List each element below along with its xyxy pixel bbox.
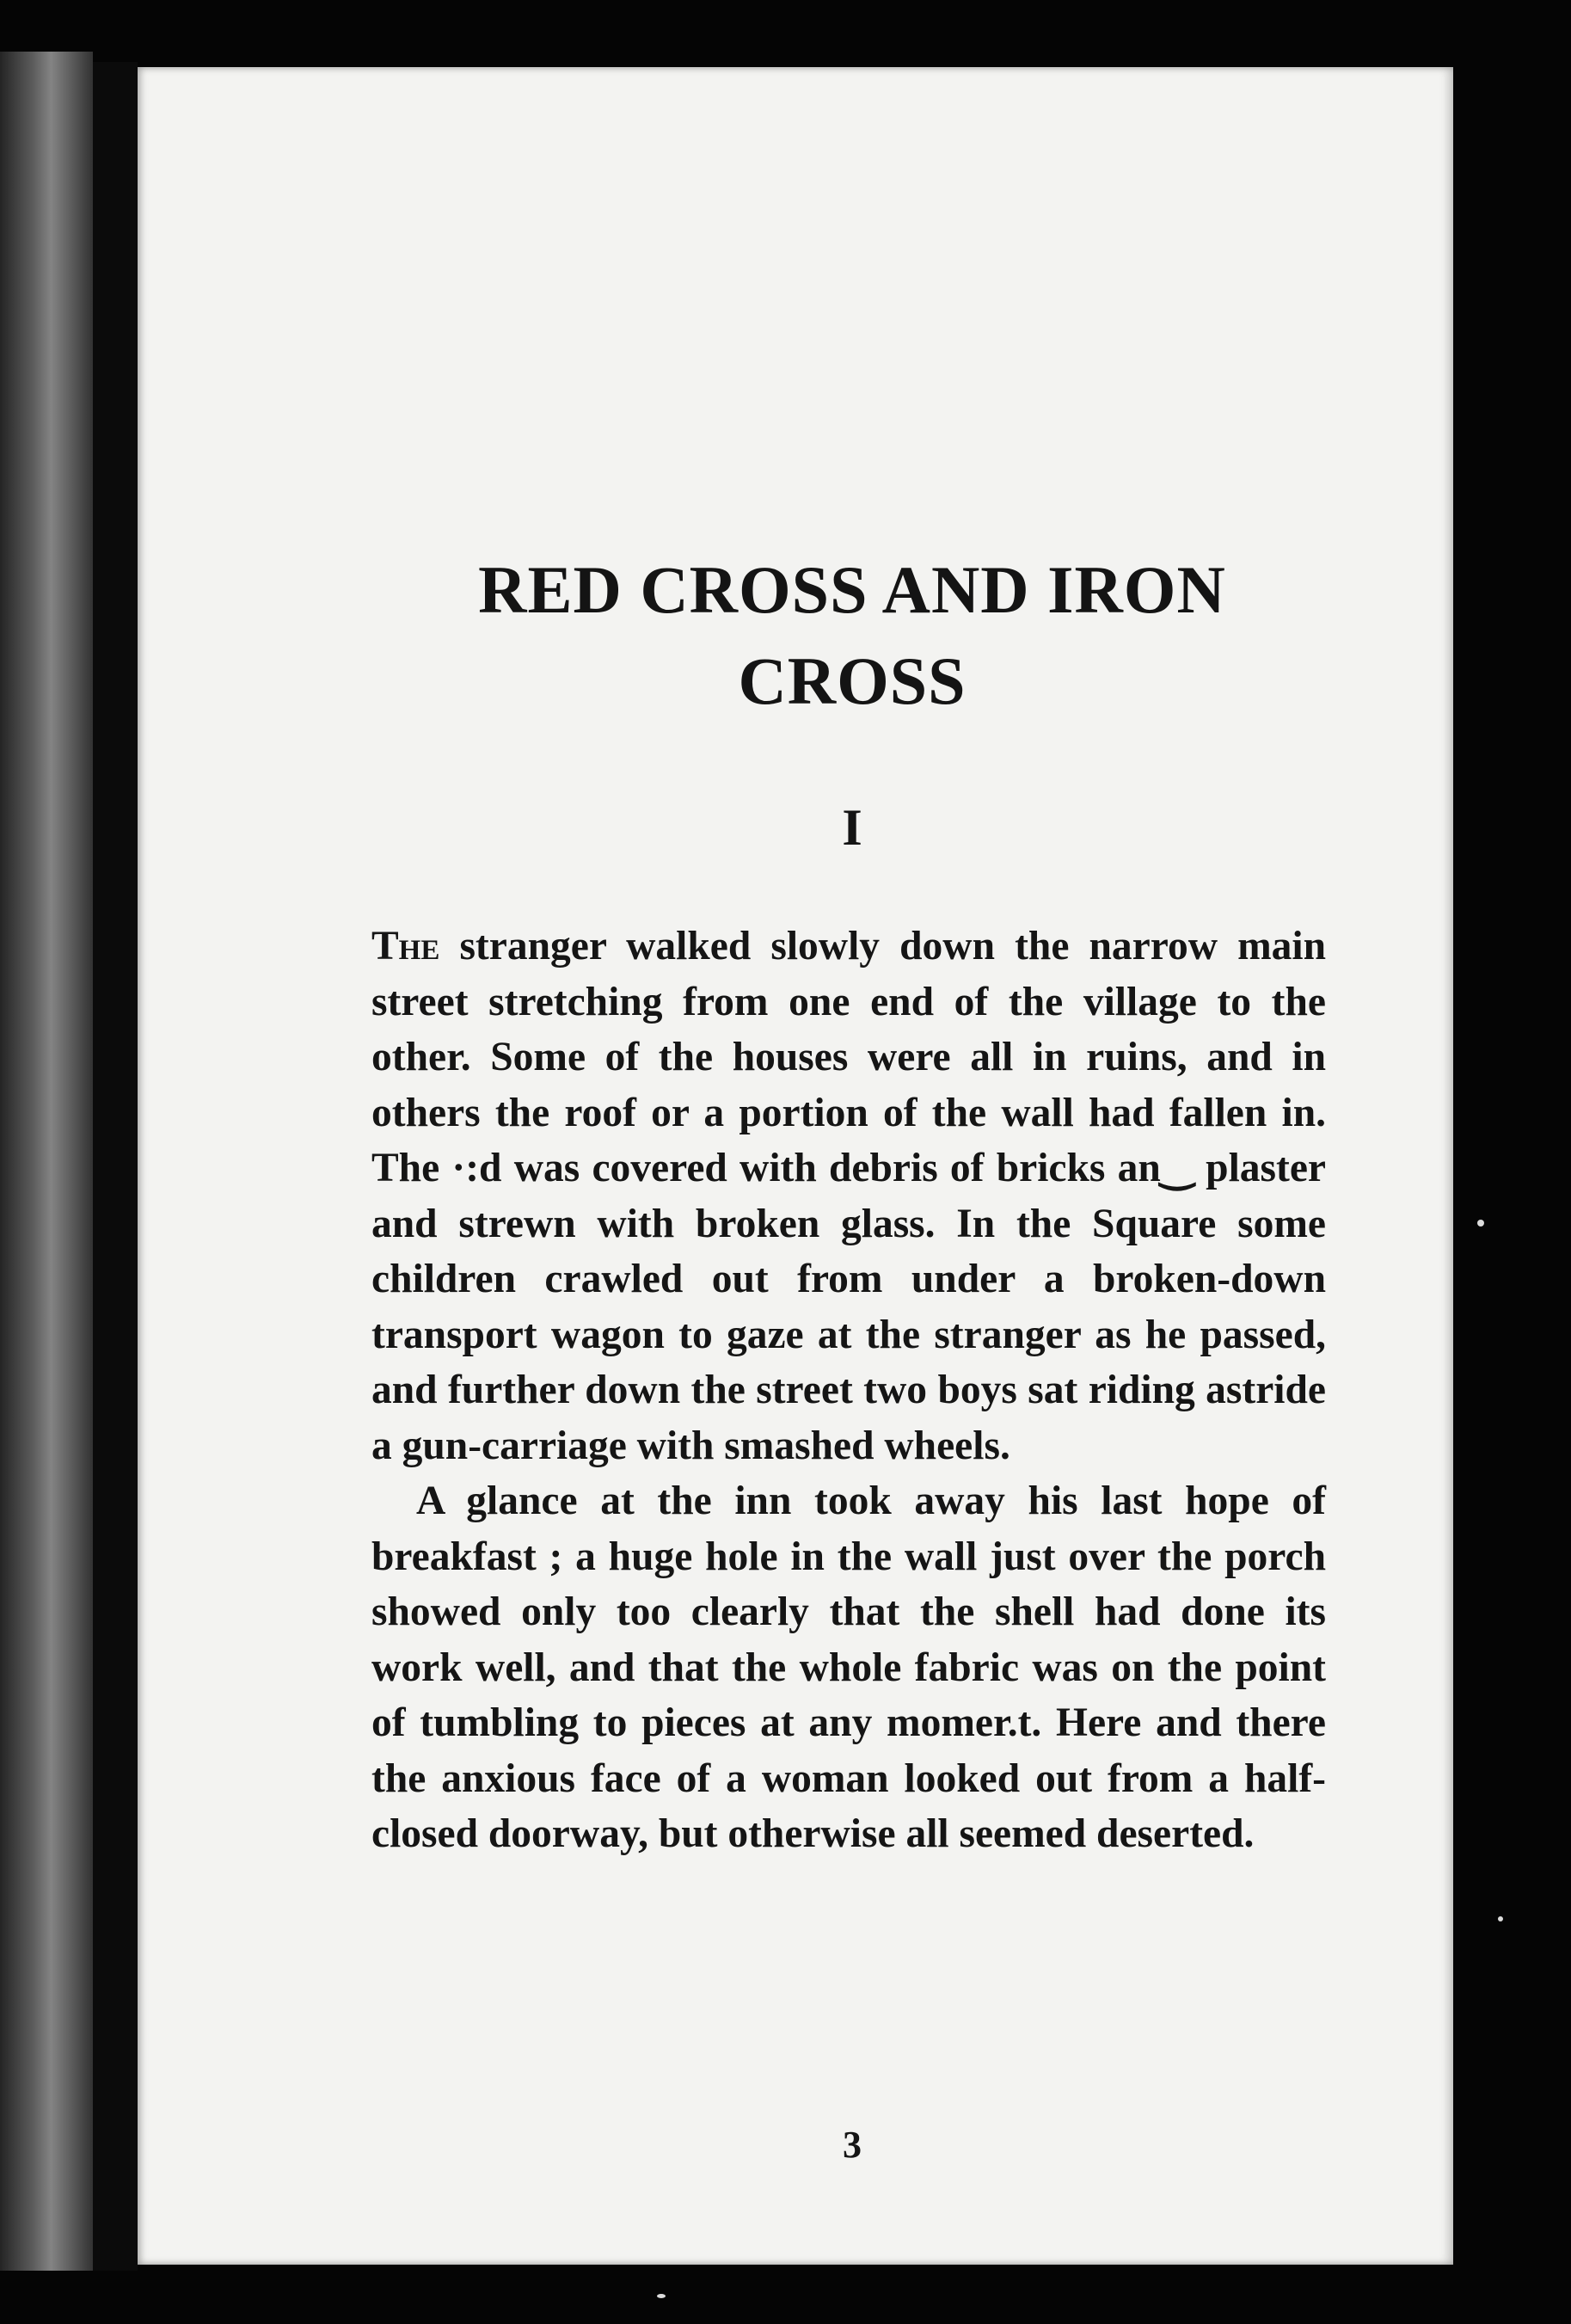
- paragraph-1-first-word: The: [371, 924, 440, 968]
- title-line-2: CROSS: [738, 643, 967, 718]
- dust-speck: [657, 2294, 666, 2298]
- chapter-number: I: [842, 799, 862, 856]
- dust-speck: [1477, 1220, 1484, 1227]
- page-title: [138, 544, 1567, 727]
- page-number: 3: [843, 2124, 862, 2166]
- book-spine: [93, 62, 138, 2271]
- body-text: [371, 919, 1326, 1862]
- paragraph-1: [371, 919, 1326, 1473]
- paragraph-1-text: stranger walked slowly down the narrow main street stretching from one end of the village to the other. Some of the houses were all in ruins, and in others the roof or a portion of the wall had fallen in. The ·:d was covered with debris of bricks an‿ plaster and strewn with broken glass. In the Square some children crawled out from under a broken-down transport wagon to gaze at the stranger as he passed, and further down the street two boys sat riding astride a gun-carriage with smashed wheels.: [371, 924, 1326, 1468]
- paragraph-2: A glance at the inn took away his last hope of breakfast ; a huge hole in the wall just over the porch showed only too clearly that the shell had done its work well, and that the whole fabric was on the point of tumbling to pieces at any momer.t. Here and there the anxious face of a woman looked out from a half-closed doorway, but otherwise all seemed deserted.: [371, 1479, 1326, 1856]
- title-line-1: RED CROSS AND IRON: [478, 552, 1226, 627]
- book-page: [138, 67, 1453, 2265]
- dust-speck: [1498, 1916, 1503, 1921]
- adjacent-page-edge: [0, 52, 93, 2271]
